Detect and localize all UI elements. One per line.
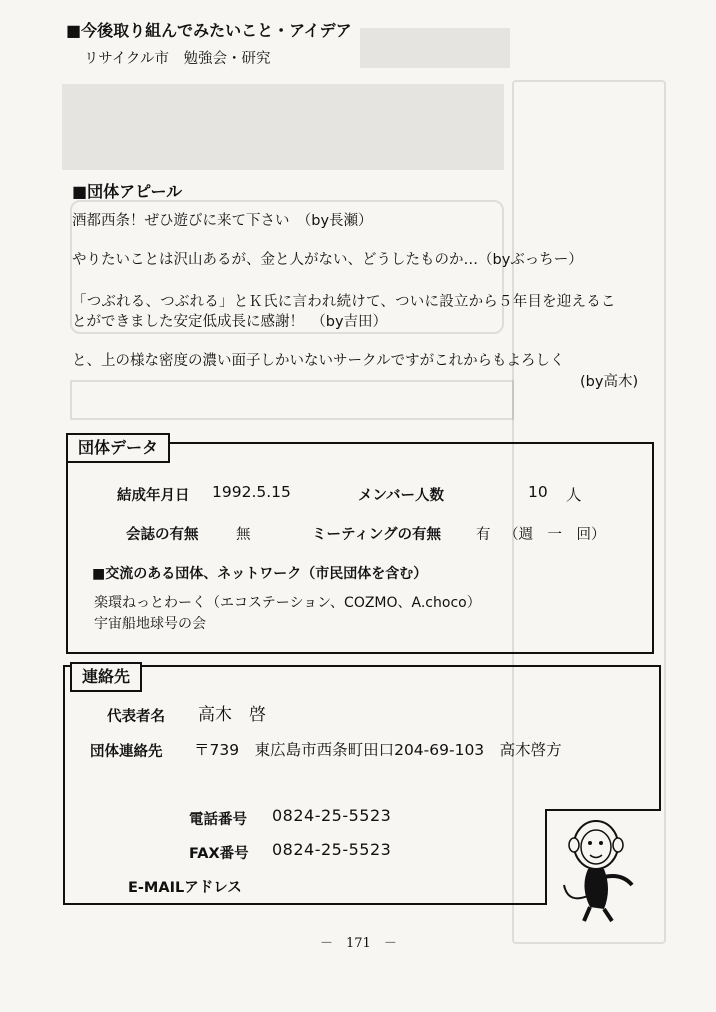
tel-value: 0824-25-5523 [272,806,392,825]
appeal-line-4: と、上の様な密度の濃い面子しかいないサークルですがこれからもよろしく [72,353,565,369]
address-label: 団体連絡先 [90,744,163,760]
newsletter-value: 無 [236,527,251,543]
bleed-through-header [360,28,510,68]
founded-value: 1992.5.15 [212,483,291,501]
appeal-signature: (by高木) [580,374,639,390]
appeal-line-1: 酒都西条！ぜひ遊びに来て下さい （by長瀬） [72,213,373,229]
network-line-2: 宇宙船地球号の会 [94,616,206,632]
ideas-heading: ■今後取り組んでみたいこと・アイデア [66,21,352,40]
ideas-text: リサイクル市 勉強会・研究 [84,51,271,67]
group-data-label: 団体データ [66,433,170,463]
contact-label: 連絡先 [70,662,142,692]
representative-value: 高木 啓 [198,705,266,725]
page-number: － 171 － [320,936,397,951]
members-unit: 人 [566,486,582,504]
representative-label: 代表者名 [107,709,165,725]
appeal-line-3a: 「つぶれる、つぶれる」とＫ氏に言われ続けて、ついに設立から５年目を迎えるこ [72,294,616,310]
fax-value: 0824-25-5523 [272,840,392,859]
fax-label: FAX番号 [189,846,249,862]
appeal-line-2: やりたいことは沢山あるが、金と人がない、どうしたものか…（byぶっちー） [72,252,583,268]
meeting-label: ミーティングの有無 [312,527,442,543]
network-line-1: 楽環ねっとわーく（エコステーション、COZMO、A.choco） [94,595,481,611]
appeal-line-3b: とができました安定低成長に感謝！ （by吉田） [72,314,388,330]
tel-label: 電話番号 [189,812,247,828]
newsletter-label: 会誌の有無 [126,527,199,543]
meeting-value: 有 [476,527,491,543]
bleed-through-banner [62,84,504,170]
email-label: E-MAILアドレス [128,880,242,896]
appeal-heading: ■団体アピール [72,182,183,201]
meeting-frequency: （週 一 回） [504,527,606,543]
members-value: 10 [528,483,548,501]
members-label: メンバー人数 [358,488,444,504]
bleed-through-row [70,380,514,420]
address-value: 〒739 東広島市西条町田口204-69-103 高木啓方 [194,741,562,759]
founded-label: 結成年月日 [117,488,190,504]
network-heading: ■交流のある団体、ネットワーク（市民団体を含む） [92,566,428,582]
monkey-mascot-icon [560,815,660,927]
